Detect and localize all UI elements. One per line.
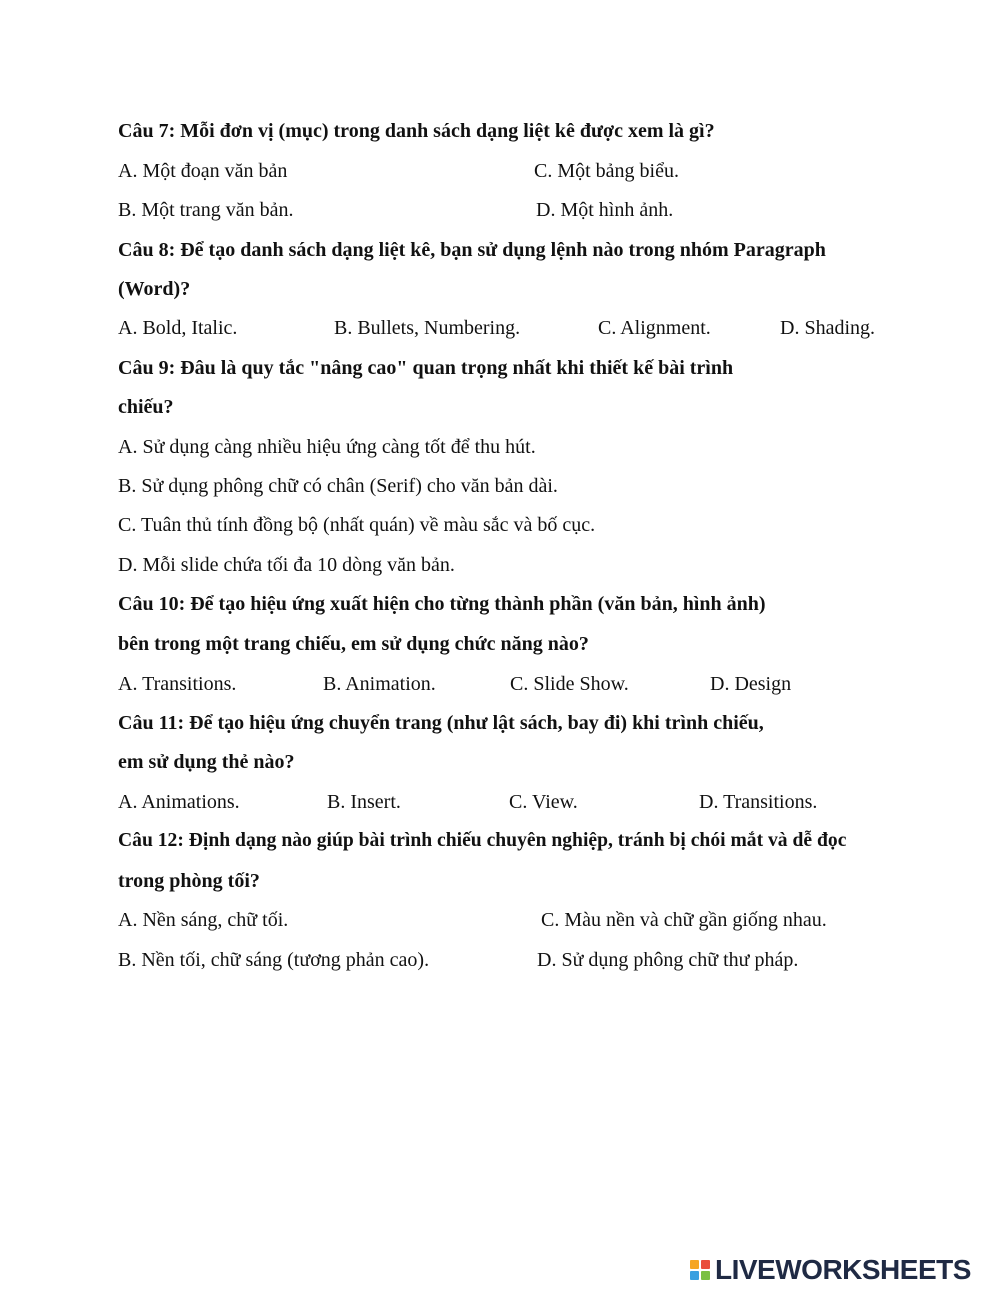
q12-option-b[interactable]: B. Nền tối, chữ sáng (tương phản cao). — [118, 949, 430, 971]
q10-option-c[interactable]: C. Slide Show. — [510, 673, 629, 695]
q12-option-a[interactable]: A. Nền sáng, chữ tối. — [118, 909, 289, 931]
q7-option-b[interactable]: B. Một trang văn bản. — [118, 199, 294, 221]
liveworksheets-logo-icon — [690, 1258, 712, 1282]
q10-option-d[interactable]: D. Design — [710, 673, 792, 695]
liveworksheets-logo — [690, 1255, 971, 1285]
q8-option-d[interactable]: D. Shading. — [780, 317, 875, 339]
question-12-title-cont: trong phòng tối? — [118, 870, 260, 892]
q7-option-a[interactable]: A. Một đoạn văn bản — [118, 160, 288, 182]
question-8-title: Câu 8: Để tạo danh sách dạng liệt kê, bạn sử dụng lệnh nào trong nhóm Paragraph — [118, 239, 826, 261]
question-10-title-cont: bên trong một trang chiếu, em sử dụng chức năng nào? — [118, 633, 589, 655]
question-11-title-cont: em sử dụng thẻ nào? — [118, 751, 295, 773]
q10-option-b[interactable]: B. Animation. — [323, 673, 436, 695]
q10-option-a[interactable]: A. Transitions. — [118, 673, 237, 695]
question-10-title: Câu 10: Để tạo hiệu ứng xuất hiện cho từng thành phần (văn bản, hình ảnh) — [118, 593, 766, 615]
liveworksheets-logo-text: LIVEWORKSHEETS — [715, 1254, 971, 1285]
q12-option-d[interactable]: D. Sử dụng phông chữ thư pháp. — [537, 949, 799, 971]
q11-option-a[interactable]: A. Animations. — [118, 791, 240, 813]
question-12-title: Câu 12: Định dạng nào giúp bài trình chiếu chuyên nghiệp, tránh bị chói mắt và dễ đọc — [118, 830, 847, 851]
q7-option-d[interactable]: D. Một hình ảnh. — [536, 199, 674, 221]
q9-option-c[interactable]: C. Tuân thủ tính đồng bộ (nhất quán) về màu sắc và bố cục. — [118, 514, 596, 536]
q8-option-a[interactable]: A. Bold, Italic. — [118, 317, 238, 339]
q7-option-c[interactable]: C. Một bảng biểu. — [534, 160, 679, 182]
question-9-title: Câu 9: Đâu là quy tắc "nâng cao" quan trọng nhất khi thiết kế bài trình — [118, 357, 734, 379]
q12-option-c[interactable]: C. Màu nền và chữ gần giống nhau. — [541, 909, 827, 931]
q8-option-b[interactable]: B. Bullets, Numbering. — [334, 317, 521, 339]
question-8-title-cont: (Word)? — [118, 278, 191, 300]
q11-option-b[interactable]: B. Insert. — [327, 791, 401, 813]
question-7-title: Câu 7: Mỗi đơn vị (mục) trong danh sách dạng liệt kê được xem là gì? — [118, 120, 715, 142]
q8-option-c[interactable]: C. Alignment. — [598, 317, 711, 339]
q9-option-b[interactable]: B. Sử dụng phông chữ có chân (Serif) cho văn bản dài. — [118, 475, 558, 497]
q9-option-d[interactable]: D. Mỗi slide chứa tối đa 10 dòng văn bản. — [118, 554, 455, 576]
question-11-title: Câu 11: Để tạo hiệu ứng chuyển trang (như lật sách, bay đi) khi trình chiếu, — [118, 712, 764, 734]
question-9-title-cont: chiếu? — [118, 396, 174, 418]
q11-option-d[interactable]: D. Transitions. — [699, 791, 818, 813]
q9-option-a[interactable]: A. Sử dụng càng nhiều hiệu ứng càng tốt để thu hút. — [118, 436, 536, 458]
q11-option-c[interactable]: C. View. — [509, 791, 578, 813]
